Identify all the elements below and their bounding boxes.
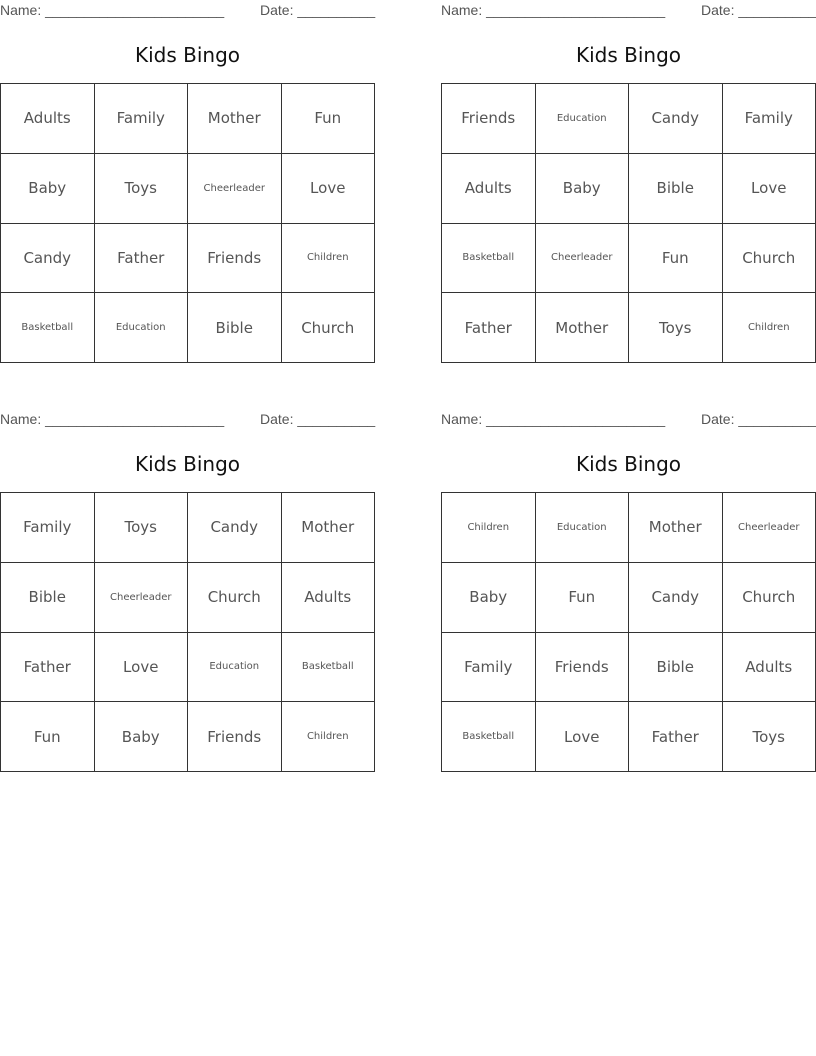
bingo-cell: Friends [536,633,630,703]
bingo-cell: Education [188,633,282,703]
bingo-cell: Father [95,224,189,294]
date-field[interactable]: Date: __________ [260,411,376,427]
bingo-cell: Cheerleader [723,493,816,563]
bingo-cell: Basketball [442,224,536,294]
bingo-grid [0,83,375,363]
bingo-cell: Bible [188,293,282,363]
date-field[interactable]: Date: __________ [260,2,376,18]
bingo-cell: Church [723,563,816,633]
bingo-cell: Education [536,493,630,563]
bingo-cell: Cheerleader [536,224,630,294]
bingo-cell: Baby [95,702,189,772]
bingo-cell: Baby [1,154,95,224]
bingo-cell: Bible [1,563,95,633]
bingo-cell: Children [723,293,816,363]
bingo-cell: Fun [629,224,723,294]
bingo-cell: Adults [723,633,816,703]
bingo-cell: Church [282,293,376,363]
name-field[interactable]: Name: _______________________ [0,411,225,427]
bingo-card-1 [0,0,375,370]
bingo-cell: Toys [629,293,723,363]
card-title: Kids Bingo [134,452,241,476]
card-title: Kids Bingo [575,452,682,476]
bingo-cell: Bible [629,633,723,703]
bingo-cell: Family [1,493,95,563]
bingo-cell: Mother [282,493,376,563]
bingo-cell: Love [95,633,189,703]
bingo-cell: Father [1,633,95,703]
bingo-cell: Candy [1,224,95,294]
bingo-cell: Fun [1,702,95,772]
bingo-cell: Friends [442,84,536,154]
date-field[interactable]: Date: __________ [701,411,816,427]
bingo-card-4 [441,409,816,779]
date-field[interactable]: Date: __________ [701,2,816,18]
bingo-grid [0,492,375,772]
bingo-cell: Church [188,563,282,633]
bingo-cell: Children [282,702,376,772]
bingo-cell: Fun [282,84,376,154]
bingo-cell: Father [442,293,536,363]
bingo-cell: Friends [188,224,282,294]
bingo-cell: Mother [629,493,723,563]
bingo-cell: Father [629,702,723,772]
bingo-cell: Cheerleader [188,154,282,224]
bingo-cell: Fun [536,563,630,633]
bingo-cell: Baby [536,154,630,224]
bingo-cell: Mother [188,84,282,154]
bingo-cell: Family [723,84,816,154]
name-field[interactable]: Name: _______________________ [441,411,666,427]
bingo-cell: Adults [442,154,536,224]
bingo-cell: Toys [723,702,816,772]
bingo-cell: Friends [188,702,282,772]
bingo-cell: Cheerleader [95,563,189,633]
bingo-cell: Church [723,224,816,294]
bingo-cell: Love [282,154,376,224]
bingo-cell: Baby [442,563,536,633]
name-field[interactable]: Name: _______________________ [441,2,666,18]
bingo-cell: Basketball [282,633,376,703]
bingo-card-2 [441,0,816,370]
bingo-cell: Candy [629,84,723,154]
bingo-grid [441,492,816,772]
bingo-cell: Toys [95,493,189,563]
bingo-card-3 [0,409,375,779]
bingo-cell: Bible [629,154,723,224]
bingo-cell: Education [536,84,630,154]
bingo-cell: Adults [1,84,95,154]
bingo-cell: Basketball [442,702,536,772]
bingo-cell: Candy [188,493,282,563]
bingo-cell: Love [723,154,816,224]
card-title: Kids Bingo [134,43,241,67]
bingo-cell: Love [536,702,630,772]
bingo-cell: Family [442,633,536,703]
card-title: Kids Bingo [575,43,682,67]
bingo-cell: Adults [282,563,376,633]
bingo-cell: Mother [536,293,630,363]
bingo-cell: Toys [95,154,189,224]
bingo-cell: Children [282,224,376,294]
bingo-cell: Candy [629,563,723,633]
name-field[interactable]: Name: _______________________ [0,2,225,18]
bingo-grid [441,83,816,363]
bingo-cell: Family [95,84,189,154]
bingo-cell: Children [442,493,536,563]
bingo-cell: Education [95,293,189,363]
bingo-cell: Basketball [1,293,95,363]
